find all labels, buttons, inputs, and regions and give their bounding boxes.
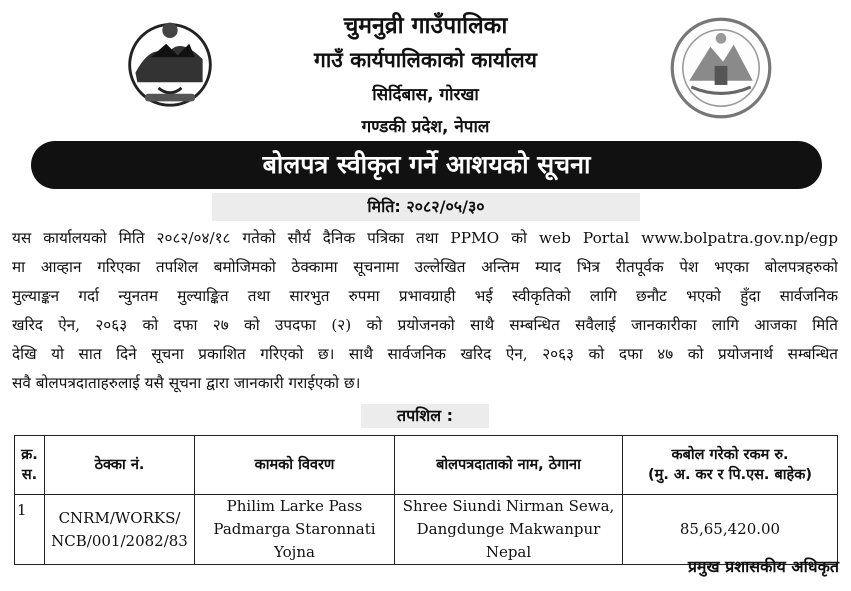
contract-line: CNRM/WORKS/	[58, 508, 181, 527]
notice-title: बोलपत्र स्वीकृत गर्ने आशयको सूचना	[31, 141, 822, 189]
notice-date: मिति: २०८२/०५/३०	[212, 193, 640, 221]
office-address: सिर्दिबास, गोरखा	[372, 85, 479, 105]
office-subtitle: गाउँ कार्यपालिकाको कार्यालय	[314, 48, 537, 72]
col-amount-line1: कबोल गरेको रकम रु.	[671, 447, 789, 463]
cell-work	[195, 495, 395, 565]
office-province: गण्डकी प्रदेश, नेपाल	[361, 117, 490, 137]
col-work: कामको विवरण	[195, 436, 395, 495]
signature: प्रमुख प्रशासकीय अधिकृत	[687, 557, 839, 576]
body-line: देखि यो सात दिने सूचना प्रकाशित गरिएको छ। साथै सार्वजनिक खरिद ऐन, २०६३ को दफा ४७ को प्रयोजनार्थ सम्बन्धित	[12, 345, 838, 363]
contract-line: NCB/001/2082/83	[51, 531, 188, 550]
office-name: चुमनुव्री गाउँपालिका	[343, 13, 508, 39]
col-sn: क्र. स.	[15, 436, 45, 495]
body-line: खरिद ऐन, २०६३ को दफा २७ को उपदफा (२) को प्रयोजनको साथै सम्बन्धित सवैलाई जानकारीका लागि आजका मिति	[12, 316, 838, 334]
body-line: सवै बोलपत्रदाताहरुलाई यसै सूचना द्वारा जानकारी गराईएको छ।	[12, 374, 361, 392]
work-line: Philim Larke Pass	[226, 497, 363, 515]
col-bidder: बोलपत्रदाताको नाम, ठेगाना	[395, 436, 623, 495]
col-contract-no: ठेक्का नं.	[45, 436, 195, 495]
cell-bidder	[395, 495, 623, 565]
bidder-line: Shree Siundi Nirman Sewa,	[402, 497, 615, 515]
col-amount	[623, 436, 838, 495]
table-header-row	[15, 436, 838, 495]
bidder-line: Dangdunge Makwanpur Nepal	[416, 520, 601, 561]
details-label: तपशिल :	[361, 404, 489, 428]
col-amount-line2: (मु. अ. कर र पि.एस. बाहेक)	[648, 467, 812, 483]
body-line: यस कार्यालयको मिति २०८२/०४/१८ गतेको सौर्य दैनिक पत्रिका तथा PPMO को web Portal www.bolpatra.gov.np/egp	[12, 229, 838, 247]
table-row	[15, 495, 838, 565]
cell-contract-no	[45, 495, 195, 565]
body-line: मुल्याङ्कन गर्दा न्युनतम मुल्याङ्कित तथा सारभुत रुपमा प्रभावग्राही भई स्वीकृतिको लागि छनौट भएको हुँदा सार्वजनिक	[12, 287, 838, 305]
cell-sn: 1	[15, 495, 45, 565]
body-line: मा आव्हान गरिएका तपशिल बमोजिमको ठेक्कामा सूचनामा उल्लेखित अन्तिम म्याद भित्र रीतपूर्वक पेश भएका बोलपत्रहरुको	[12, 258, 838, 276]
notice-body	[12, 224, 838, 398]
bid-table	[14, 435, 838, 565]
work-line: Padmarga Staronnati Yojna	[213, 520, 376, 561]
cell-amount: 85,65,420.00	[623, 495, 838, 565]
